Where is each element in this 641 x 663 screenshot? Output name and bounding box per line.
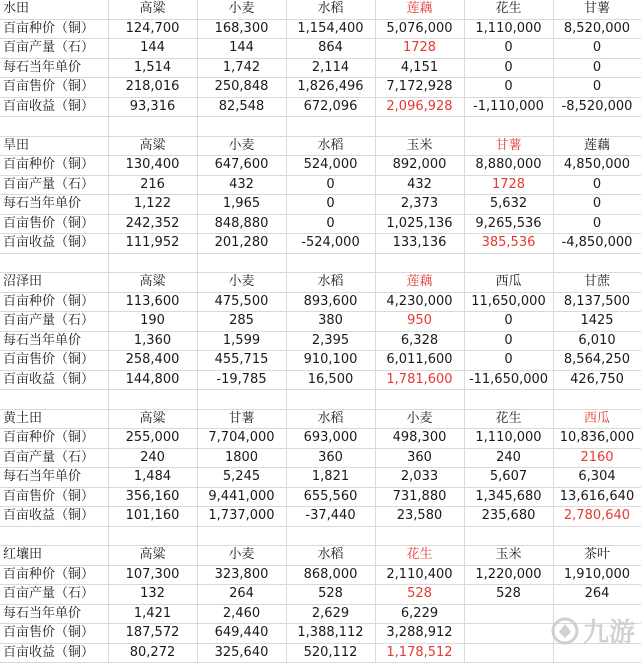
table-row [0, 448, 641, 468]
value-cell[interactable]: 250,848 [197, 78, 286, 98]
row-label-cell[interactable]: 百亩售价（铜） [0, 214, 108, 234]
table-row [0, 292, 641, 312]
value-cell[interactable]: 1,821 [286, 468, 375, 488]
table-row [0, 19, 641, 39]
crop-name-cell[interactable]: 高粱 [108, 409, 197, 429]
table-row [0, 39, 641, 59]
crop-name-cell[interactable]: 甘蔗 [553, 273, 641, 293]
crop-name-cell[interactable]: 玉米 [375, 136, 464, 156]
value-cell[interactable]: -37,440 [286, 507, 375, 527]
value-cell[interactable]: 6,304 [553, 468, 641, 488]
crop-name-cell[interactable]: 莲藕 [553, 136, 641, 156]
value-cell[interactable]: 1,388,112 [286, 624, 375, 644]
value-cell[interactable]: 2,114 [286, 58, 375, 78]
value-cell[interactable]: 4,230,000 [375, 292, 464, 312]
value-cell[interactable]: 356,160 [108, 487, 197, 507]
value-cell[interactable]: 255,000 [108, 429, 197, 449]
value-cell[interactable]: 1,154,400 [286, 19, 375, 39]
value-cell[interactable]: 1,178,512 [375, 643, 464, 663]
value-cell[interactable]: 2,110,400 [375, 565, 464, 585]
value-cell[interactable]: 528 [375, 585, 464, 605]
value-cell[interactable]: 731,880 [375, 487, 464, 507]
empty-cell[interactable] [286, 526, 375, 546]
value-cell[interactable]: 360 [375, 448, 464, 468]
crop-name-cell[interactable]: 小麦 [197, 273, 286, 293]
value-cell[interactable]: 892,000 [375, 156, 464, 176]
value-cell[interactable]: 520,112 [286, 643, 375, 663]
value-cell[interactable]: 242,352 [108, 214, 197, 234]
value-cell[interactable]: 455,715 [197, 351, 286, 371]
value-cell[interactable]: 5,632 [464, 195, 553, 215]
value-cell[interactable]: 693,000 [286, 429, 375, 449]
spacer-row [0, 526, 641, 546]
value-cell[interactable]: 0 [464, 78, 553, 98]
value-cell[interactable]: 0 [553, 175, 641, 195]
empty-cell[interactable] [0, 526, 108, 546]
value-cell[interactable]: 216 [108, 175, 197, 195]
row-label-cell[interactable]: 百亩产量（石） [0, 448, 108, 468]
empty-cell[interactable] [553, 253, 641, 273]
value-cell[interactable]: 1,826,496 [286, 78, 375, 98]
empty-cell[interactable] [553, 526, 641, 546]
empty-cell[interactable] [0, 117, 108, 137]
value-cell[interactable]: 7,172,928 [375, 78, 464, 98]
table-row [0, 195, 641, 215]
row-label-cell[interactable]: 每石当年单价 [0, 195, 108, 215]
table-row [0, 214, 641, 234]
field-type-cell[interactable]: 黄土田 [0, 409, 108, 429]
value-cell[interactable]: 1,910,000 [553, 565, 641, 585]
value-cell[interactable]: 0 [553, 195, 641, 215]
row-label-cell[interactable]: 每石当年单价 [0, 604, 108, 624]
table-row [0, 429, 641, 449]
value-cell[interactable]: 524,000 [286, 156, 375, 176]
value-cell[interactable]: 1,965 [197, 195, 286, 215]
empty-cell[interactable] [108, 253, 197, 273]
crop-name-cell[interactable]: 莲藕 [375, 0, 464, 19]
row-label-cell[interactable]: 百亩种价（铜） [0, 565, 108, 585]
value-cell[interactable]: 0 [464, 312, 553, 332]
value-cell[interactable]: 1,110,000 [464, 19, 553, 39]
value-cell[interactable]: 868,000 [286, 565, 375, 585]
value-cell[interactable]: 124,700 [108, 19, 197, 39]
value-cell[interactable]: 82,548 [197, 97, 286, 117]
value-cell[interactable]: 2,033 [375, 468, 464, 488]
value-cell[interactable]: 0 [553, 214, 641, 234]
value-cell[interactable]: 655,560 [286, 487, 375, 507]
crop-name-cell[interactable]: 水稻 [286, 546, 375, 566]
crop-name-cell[interactable]: 玉米 [464, 546, 553, 566]
value-cell[interactable]: 8,564,250 [553, 351, 641, 371]
value-cell[interactable]: 498,300 [375, 429, 464, 449]
empty-cell[interactable] [0, 390, 108, 410]
empty-cell[interactable] [286, 253, 375, 273]
table-row [0, 487, 641, 507]
value-cell[interactable]: 1,484 [108, 468, 197, 488]
crop-name-cell[interactable]: 花生 [464, 0, 553, 19]
table-row [0, 604, 641, 624]
value-cell[interactable] [464, 624, 553, 644]
value-cell[interactable]: 1728 [375, 39, 464, 59]
value-cell[interactable]: 475,500 [197, 292, 286, 312]
value-cell[interactable]: 9,441,000 [197, 487, 286, 507]
value-cell[interactable]: 848,880 [197, 214, 286, 234]
value-cell[interactable]: 6,328 [375, 331, 464, 351]
value-cell[interactable]: 6,011,600 [375, 351, 464, 371]
value-cell[interactable]: 2,395 [286, 331, 375, 351]
value-cell[interactable]: 7,704,000 [197, 429, 286, 449]
value-cell[interactable]: 93,316 [108, 97, 197, 117]
value-cell[interactable]: 323,800 [197, 565, 286, 585]
row-label-cell[interactable]: 百亩收益（铜） [0, 97, 108, 117]
value-cell[interactable]: 168,300 [197, 19, 286, 39]
empty-cell[interactable] [375, 253, 464, 273]
value-cell[interactable]: 950 [375, 312, 464, 332]
field-type-cell[interactable]: 沼泽田 [0, 273, 108, 293]
crop-name-cell[interactable]: 西瓜 [464, 273, 553, 293]
crop-name-cell[interactable]: 小麦 [375, 409, 464, 429]
value-cell[interactable]: 672,096 [286, 97, 375, 117]
value-cell[interactable]: 1,025,136 [375, 214, 464, 234]
value-cell[interactable]: 0 [553, 39, 641, 59]
value-cell[interactable]: 1,110,000 [464, 429, 553, 449]
value-cell[interactable]: 432 [197, 175, 286, 195]
value-cell[interactable]: 0 [464, 58, 553, 78]
row-label-cell[interactable]: 百亩收益（铜） [0, 643, 108, 663]
value-cell[interactable]: 1,742 [197, 58, 286, 78]
section-header-row [0, 136, 641, 156]
value-cell[interactable]: 5,245 [197, 468, 286, 488]
row-label-cell[interactable]: 百亩收益（铜） [0, 370, 108, 390]
value-cell[interactable]: 0 [553, 78, 641, 98]
field-type-cell[interactable]: 旱田 [0, 136, 108, 156]
value-cell[interactable]: 1,122 [108, 195, 197, 215]
crop-name-cell[interactable]: 水稻 [286, 273, 375, 293]
empty-cell[interactable] [375, 117, 464, 137]
empty-cell[interactable] [553, 117, 641, 137]
crop-name-cell[interactable]: 水稻 [286, 136, 375, 156]
value-cell[interactable]: 187,572 [108, 624, 197, 644]
row-label-cell[interactable]: 百亩售价（铜） [0, 78, 108, 98]
crop-name-cell[interactable]: 高粱 [108, 0, 197, 19]
value-cell[interactable]: 6,010 [553, 331, 641, 351]
row-label-cell[interactable]: 百亩售价（铜） [0, 487, 108, 507]
table-row [0, 175, 641, 195]
value-cell[interactable]: 101,160 [108, 507, 197, 527]
value-cell[interactable]: 1425 [553, 312, 641, 332]
value-cell[interactable]: 4,151 [375, 58, 464, 78]
value-cell[interactable]: 426,750 [553, 370, 641, 390]
value-cell[interactable]: 385,536 [464, 234, 553, 254]
watermark-text: 九游 [582, 618, 635, 648]
value-cell[interactable]: 201,280 [197, 234, 286, 254]
field-type-cell[interactable]: 红壤田 [0, 546, 108, 566]
row-label-cell[interactable]: 百亩产量（石） [0, 585, 108, 605]
empty-cell[interactable] [197, 253, 286, 273]
value-cell[interactable]: 190 [108, 312, 197, 332]
table-row [0, 624, 641, 644]
value-cell[interactable]: 218,016 [108, 78, 197, 98]
value-cell[interactable]: 144 [197, 39, 286, 59]
crop-name-cell[interactable]: 甘薯 [197, 409, 286, 429]
value-cell[interactable]: 133,136 [375, 234, 464, 254]
row-label-cell[interactable]: 百亩种价（铜） [0, 19, 108, 39]
value-cell[interactable]: 4,850,000 [553, 156, 641, 176]
value-cell[interactable]: -1,110,000 [464, 97, 553, 117]
value-cell[interactable]: 1800 [197, 448, 286, 468]
value-cell[interactable]: 1,345,680 [464, 487, 553, 507]
value-cell[interactable]: 2,373 [375, 195, 464, 215]
row-label-cell[interactable]: 每石当年单价 [0, 58, 108, 78]
value-cell[interactable]: 130,400 [108, 156, 197, 176]
crop-name-cell[interactable]: 花生 [464, 409, 553, 429]
value-cell[interactable]: -8,520,000 [553, 97, 641, 117]
empty-cell[interactable] [108, 526, 197, 546]
value-cell[interactable]: 3,288,912 [375, 624, 464, 644]
table-row [0, 507, 641, 527]
value-cell[interactable]: 0 [464, 331, 553, 351]
value-cell[interactable]: 144,800 [108, 370, 197, 390]
empty-cell[interactable] [375, 390, 464, 410]
value-cell[interactable]: 325,640 [197, 643, 286, 663]
value-cell[interactable]: 649,440 [197, 624, 286, 644]
table-row [0, 351, 641, 371]
crop-name-cell[interactable]: 甘薯 [464, 136, 553, 156]
value-cell[interactable]: 0 [464, 351, 553, 371]
empty-cell[interactable] [286, 117, 375, 137]
row-label-cell[interactable]: 百亩种价（铜） [0, 156, 108, 176]
empty-cell[interactable] [464, 390, 553, 410]
value-cell[interactable]: 13,616,640 [553, 487, 641, 507]
value-cell[interactable]: 1,220,000 [464, 565, 553, 585]
table-row [0, 468, 641, 488]
value-cell[interactable]: 1,514 [108, 58, 197, 78]
value-cell[interactable]: 111,952 [108, 234, 197, 254]
value-cell[interactable]: 8,880,000 [464, 156, 553, 176]
empty-cell[interactable] [0, 253, 108, 273]
value-cell[interactable]: 528 [286, 585, 375, 605]
value-cell[interactable]: 132 [108, 585, 197, 605]
crop-name-cell[interactable]: 小麦 [197, 136, 286, 156]
value-cell[interactable]: 264 [197, 585, 286, 605]
value-cell[interactable]: 2,096,928 [375, 97, 464, 117]
row-label-cell[interactable]: 每石当年单价 [0, 468, 108, 488]
value-cell[interactable]: 360 [286, 448, 375, 468]
empty-cell[interactable] [197, 390, 286, 410]
value-cell[interactable]: 5,607 [464, 468, 553, 488]
table-row [0, 565, 641, 585]
value-cell[interactable]: 8,137,500 [553, 292, 641, 312]
value-cell[interactable]: 2,780,640 [553, 507, 641, 527]
value-cell[interactable]: 2,629 [286, 604, 375, 624]
value-cell[interactable]: 1,421 [108, 604, 197, 624]
crop-name-cell[interactable]: 高粱 [108, 273, 197, 293]
value-cell[interactable]: 0 [286, 175, 375, 195]
value-cell[interactable]: -524,000 [286, 234, 375, 254]
jiuyou-logo-icon [550, 616, 580, 646]
value-cell[interactable]: 1,737,000 [197, 507, 286, 527]
table-row [0, 585, 641, 605]
value-cell[interactable]: 80,272 [108, 643, 197, 663]
value-cell[interactable]: 2160 [553, 448, 641, 468]
value-cell[interactable]: 258,400 [108, 351, 197, 371]
value-cell[interactable]: 240 [464, 448, 553, 468]
row-label-cell[interactable]: 百亩收益（铜） [0, 507, 108, 527]
empty-cell[interactable] [464, 253, 553, 273]
table-row [0, 370, 641, 390]
section-header-row [0, 0, 641, 19]
crop-name-cell[interactable]: 小麦 [197, 546, 286, 566]
value-cell[interactable]: 264 [553, 585, 641, 605]
value-cell[interactable]: -19,785 [197, 370, 286, 390]
empty-cell[interactable] [464, 117, 553, 137]
empty-cell[interactable] [108, 117, 197, 137]
spacer-row [0, 253, 641, 273]
row-label-cell[interactable]: 百亩产量（石） [0, 175, 108, 195]
value-cell[interactable]: 432 [375, 175, 464, 195]
empty-cell[interactable] [197, 526, 286, 546]
value-cell[interactable]: 0 [464, 39, 553, 59]
spacer-row [0, 117, 641, 137]
crop-name-cell[interactable]: 甘薯 [553, 0, 641, 19]
empty-cell[interactable] [553, 390, 641, 410]
value-cell[interactable]: 1,781,600 [375, 370, 464, 390]
value-cell[interactable]: 6,229 [375, 604, 464, 624]
empty-cell[interactable] [464, 526, 553, 546]
empty-cell[interactable] [197, 117, 286, 137]
crop-name-cell[interactable]: 高粱 [108, 546, 197, 566]
row-label-cell[interactable]: 每石当年单价 [0, 331, 108, 351]
table-row [0, 156, 641, 176]
value-cell[interactable]: 113,600 [108, 292, 197, 312]
value-cell[interactable]: 1,360 [108, 331, 197, 351]
value-cell[interactable]: 285 [197, 312, 286, 332]
table-row [0, 234, 641, 254]
crop-name-cell[interactable]: 莲藕 [375, 273, 464, 293]
value-cell[interactable]: 0 [553, 58, 641, 78]
table-row [0, 58, 641, 78]
table-row [0, 312, 641, 332]
value-cell[interactable]: 144 [108, 39, 197, 59]
empty-cell[interactable] [286, 390, 375, 410]
row-label-cell[interactable]: 百亩种价（铜） [0, 292, 108, 312]
value-cell[interactable]: 107,300 [108, 565, 197, 585]
value-cell[interactable]: 240 [108, 448, 197, 468]
section-header-row [0, 409, 641, 429]
value-cell[interactable]: 16,500 [286, 370, 375, 390]
value-cell[interactable] [464, 604, 553, 624]
value-cell[interactable]: 235,680 [464, 507, 553, 527]
value-cell[interactable]: 0 [286, 214, 375, 234]
value-cell[interactable]: 2,460 [197, 604, 286, 624]
value-cell[interactable]: 10,836,000 [553, 429, 641, 449]
crop-name-cell[interactable]: 水稻 [286, 0, 375, 19]
table-row [0, 97, 641, 117]
section-header-row [0, 273, 641, 293]
value-cell[interactable]: 5,076,000 [375, 19, 464, 39]
value-cell[interactable]: 8,520,000 [553, 19, 641, 39]
value-cell[interactable]: -4,850,000 [553, 234, 641, 254]
table-row [0, 78, 641, 98]
spacer-row [0, 390, 641, 410]
row-label-cell[interactable]: 百亩种价（铜） [0, 429, 108, 449]
crop-name-cell[interactable]: 水稻 [286, 409, 375, 429]
value-cell[interactable]: 647,600 [197, 156, 286, 176]
watermark [550, 612, 635, 649]
crop-name-cell[interactable]: 花生 [375, 546, 464, 566]
crop-name-cell[interactable]: 西瓜 [553, 409, 641, 429]
value-cell[interactable]: 528 [464, 585, 553, 605]
row-label-cell[interactable]: 百亩收益（铜） [0, 234, 108, 254]
field-type-cell[interactable]: 水田 [0, 0, 108, 19]
value-cell[interactable]: 1728 [464, 175, 553, 195]
empty-cell[interactable] [375, 526, 464, 546]
value-cell[interactable]: -11,650,000 [464, 370, 553, 390]
row-label-cell[interactable]: 百亩售价（铜） [0, 624, 108, 644]
row-label-cell[interactable]: 百亩产量（石） [0, 312, 108, 332]
value-cell[interactable]: 864 [286, 39, 375, 59]
section-header-row [0, 546, 641, 566]
row-label-cell[interactable]: 百亩产量（石） [0, 39, 108, 59]
empty-cell[interactable] [108, 390, 197, 410]
value-cell[interactable]: 380 [286, 312, 375, 332]
crop-name-cell[interactable]: 小麦 [197, 0, 286, 19]
value-cell[interactable]: 9,265,536 [464, 214, 553, 234]
value-cell[interactable]: 11,650,000 [464, 292, 553, 312]
table-row [0, 331, 641, 351]
value-cell[interactable]: 23,580 [375, 507, 464, 527]
value-cell[interactable]: 1,599 [197, 331, 286, 351]
value-cell[interactable]: 910,100 [286, 351, 375, 371]
value-cell[interactable]: 0 [286, 195, 375, 215]
value-cell[interactable]: 893,600 [286, 292, 375, 312]
crop-name-cell[interactable]: 茶叶 [553, 546, 641, 566]
row-label-cell[interactable]: 百亩售价（铜） [0, 351, 108, 371]
crop-name-cell[interactable]: 高粱 [108, 136, 197, 156]
